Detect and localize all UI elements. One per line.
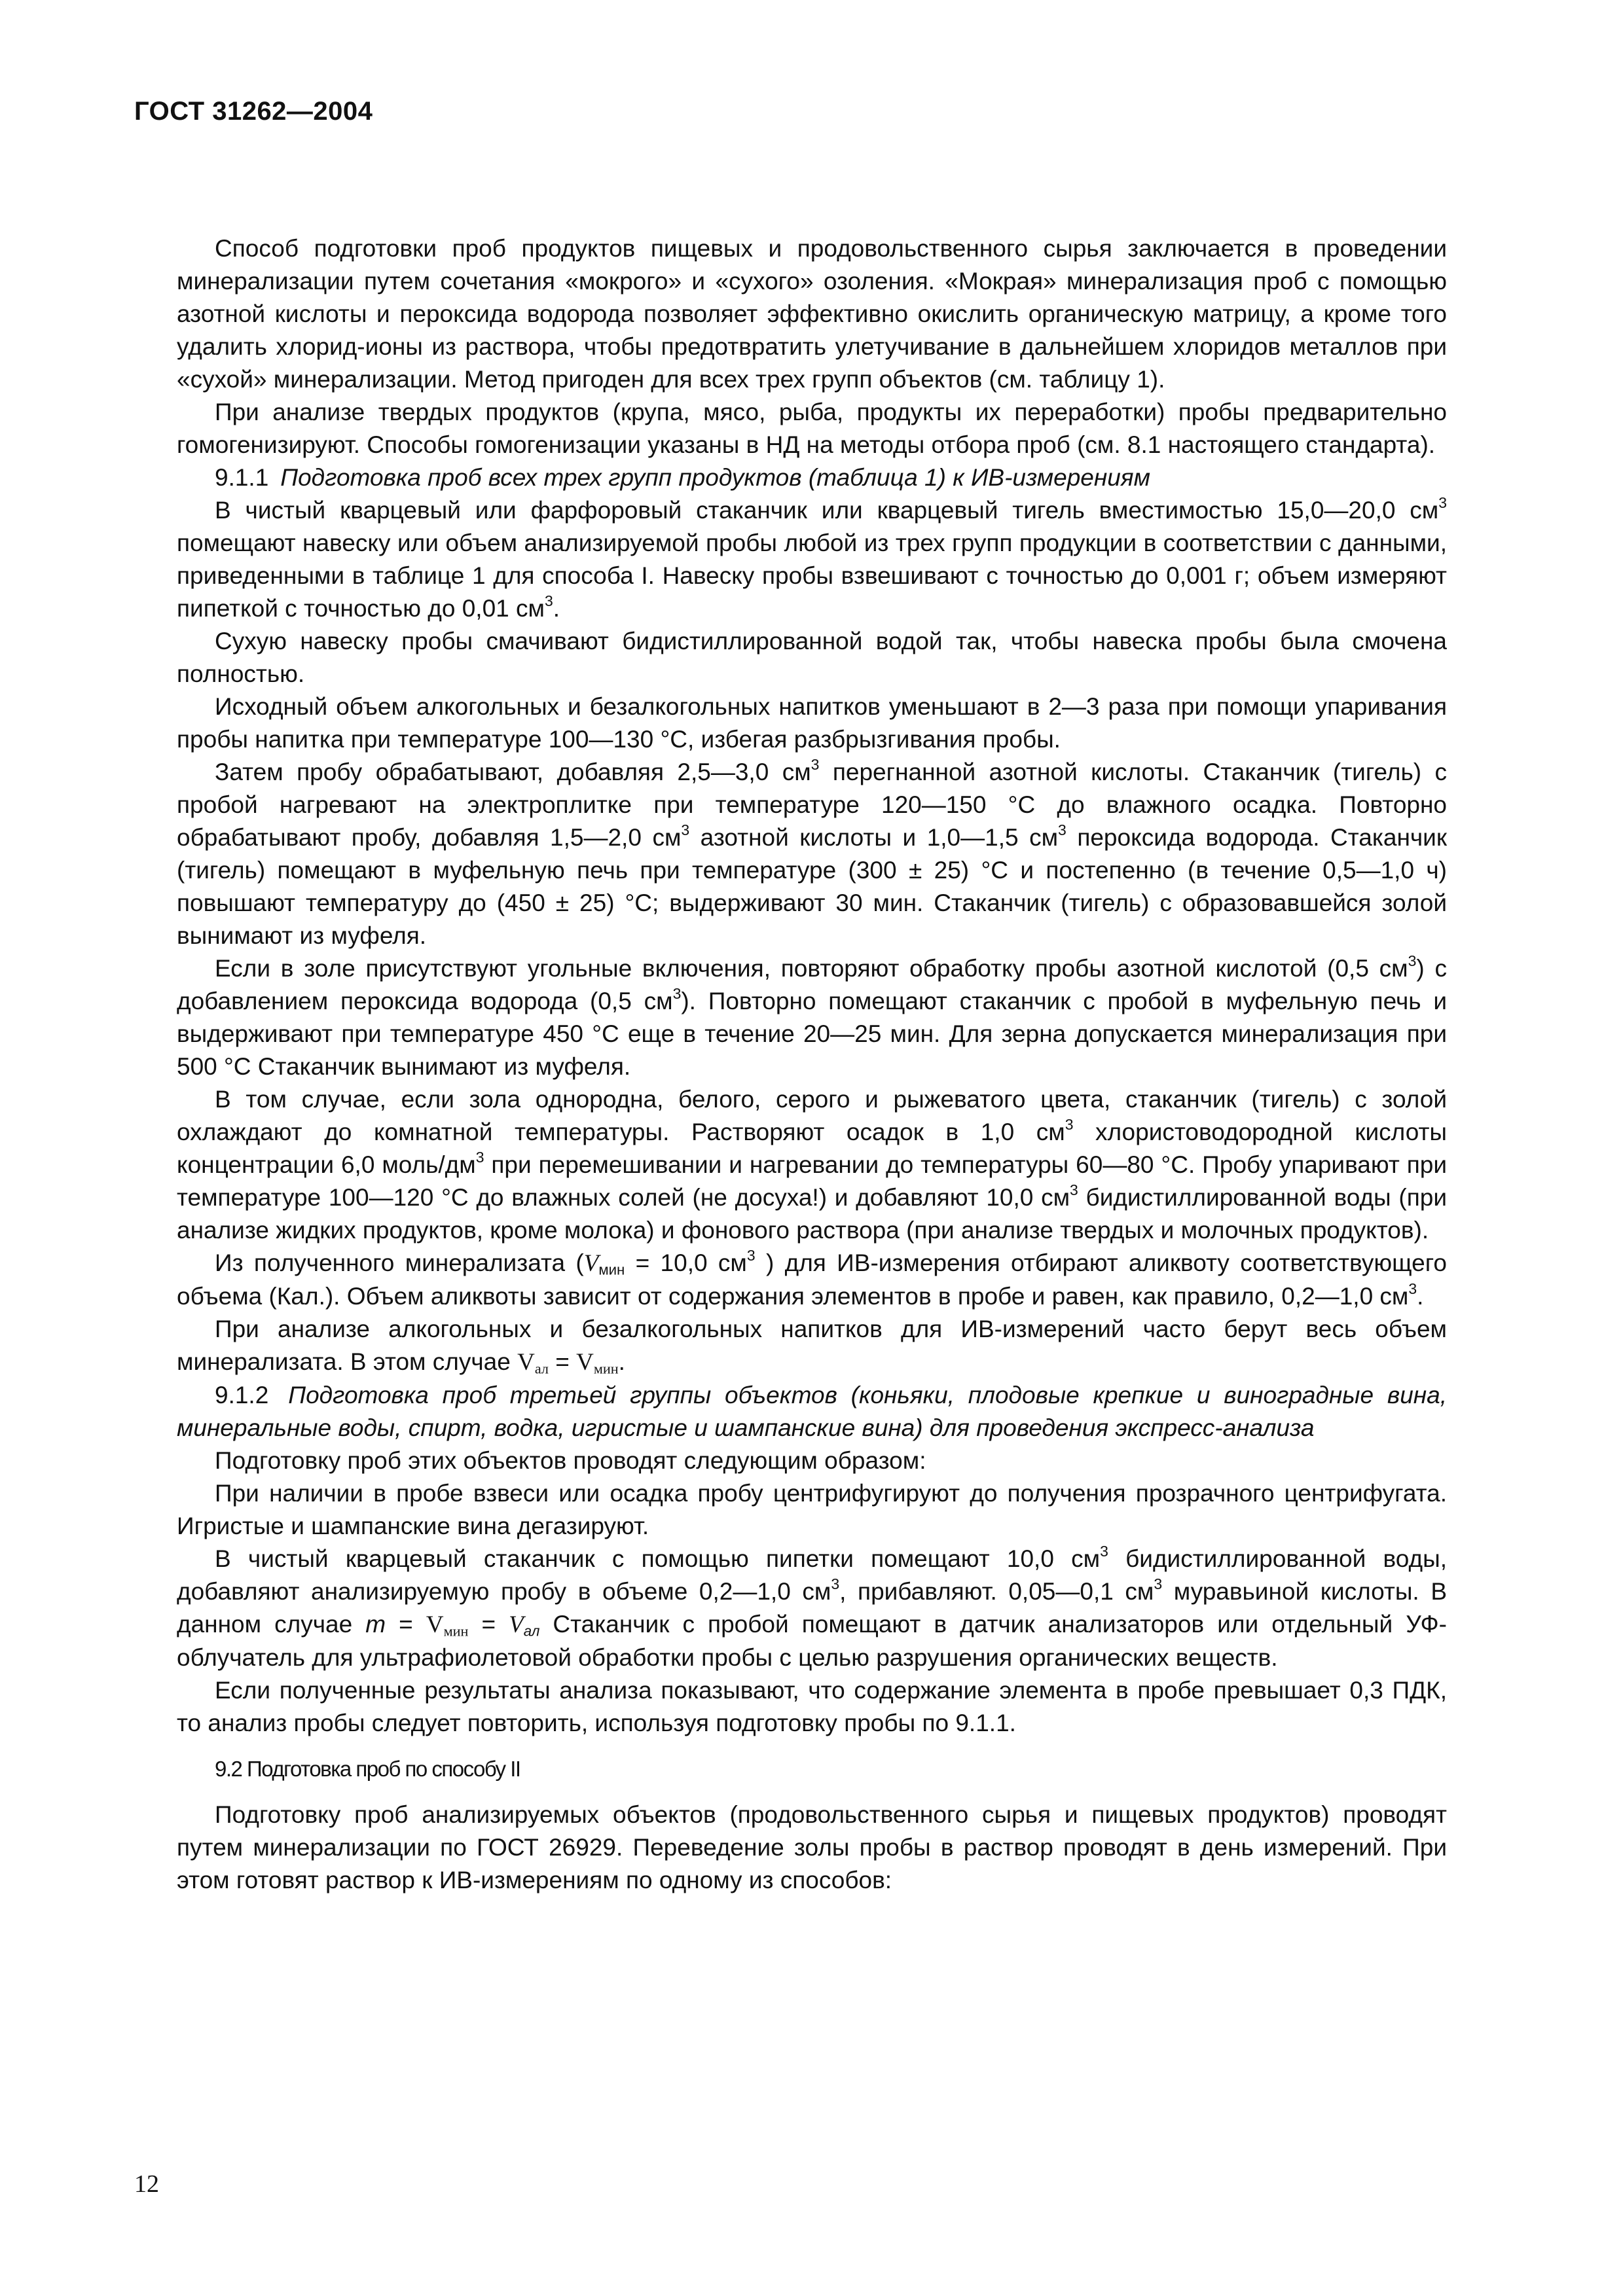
paragraph: Затем пробу обрабатывают, добавляя 2,5—3,0 $см^3$ перегнанной азотной кислоты. Стаканчик (тигель) с пробой нагревают на электроплитке при температуре 120—150 °С до влажного осадка. Повторно обрабатывают пробу, добавляя 1,5—2,0 $см^3$ азотной кислоты и 1,0—1,5 $см^3$ пероксида водорода. Стаканчик (тигель) помещают в муфельную печь при температуре (300 ± 25) °С и постепенно (в течение 0,5—1,0 ч) повышают температуру до (450 ± 25) °С; выдерживают 30 мин. Стаканчик (тигель) с образовавшейся золой вынимают из муфеля. <box>177 755 1448 949</box>
paragraph: Исходный объем алкогольных и безалкогольных напитков уменьшают в 2—3 раза при помощи упаривания пробы напитка при температуре 100—130 °С, избегая разбрызгивания пробы. <box>177 693 1447 753</box>
paragraph: При наличии в пробе взвеси или осадка пробу центрифугируют до получения прозрачного центрифугата. Игристые и шампанские вина дегазируют. <box>177 1480 1447 1539</box>
paragraph: В чистый кварцевый стаканчик с помощью пипетки помещают 10,0 $см^3$ бидистиллированной воды, добавляют анализируемую пробу в объеме 0,2—1,0 $см^3$, прибавляют. 0,05—0,1 $см^3$ муравьиной кислоты. В данном случае $m = V_{мин} = V_{ал}$ Стаканчик с пробой помещают в датчик анализаторов или отдельный УФ-облучатель для ультрафиолетовой обработки пробы с целью разрушения органических веществ. <box>177 1542 1448 1671</box>
section-heading-9-1-2: 9.1.2 Подготовка проб третьей группы объектов (коньяки, плодовые крепкие и виноградные вина, минеральные воды, спирт, водка, игристые и шампанские вина) для проведения экспресс-анализа <box>177 1382 1447 1441</box>
paragraph: Подготовку проб анализируемых объектов (продовольственного сырья и пищевых продуктов) проводят путем минерализации по ГОСТ 26929. Переведение золы пробы в раствор проводят в день измерений. При этом готовят раствор к ИВ-измерениям по одному из способов: <box>177 1801 1447 1893</box>
paragraph: В том случае, если зола однородна, белого, серого и рыжеватого цвета, стаканчик (тигель) с золой охлаждают до комнатной температуры. Растворяют осадок в 1,0 $см^3$ хлористоводородной кислоты концентрации 6,0 моль/$дм^3$ при перемешивании и нагревании до температуры 60—80 °С. Пробу упаривают при температуре 100—120 °С до влажных солей (не досуха!) и добавляют 10,0 $см^3$ бидистиллированной воды (при анализе жидких продуктов, кроме молока) и фонового раствора (при анализе твердых и молочных продуктов). <box>177 1086 1447 1244</box>
paragraph: При анализе твердых продуктов (крупа, мясо, рыба, продукты их переработки) пробы предварительно гомогенизируют. Способы гомогенизации указаны в НД на методы отбора проб (см. 8.1 настоящего стандарта). <box>177 399 1447 458</box>
paragraph: В чистый кварцевый или фарфоровый стаканчик или кварцевый тигель вместимостью 15,0—20,0 $см^3$ помещают навеску или объем анализируемой пробы любой из трех групп продукции в соответствии с данными, приведенными в таблице 1 для способа I. Навеску пробы взвешивают с точностью до 0,001 г; объем измеряют пипеткой с точностью до 0,01 $см^3$. <box>177 493 1447 622</box>
paragraph: Сухую навеску пробы смачивают бидистиллированной водой так, чтобы навеска пробы была смочена полностью. <box>177 628 1447 687</box>
section-heading-9-1-1: 9.1.1 Подготовка проб всех трех групп продуктов (таблица 1) к ИВ-измерениям <box>215 464 1150 491</box>
standard-header: ГОСТ 31262—2004 <box>134 97 373 126</box>
document-body <box>177 232 1447 1897</box>
paragraph: Способ подготовки проб продуктов пищевых и продовольственного сырья заключается в проведении минерализации путем сочетания «мокрого» и «сухого» озоления. «Мокрая» минерализация проб с помощью азотной кислоты и пероксида водорода позволяет эффективно окислить органическую матрицу, а кроме того удалить хлорид-ионы из раствора, чтобы предотвратить улетучивание в дальнейшем хлоридов металлов при «сухой» минерализации. Метод пригоден для всех трех групп объектов (см. таблицу 1). <box>177 235 1447 393</box>
paragraph: Подготовку проб этих объектов проводят следующим образом: <box>215 1447 926 1474</box>
page-number: 12 <box>134 2170 159 2198</box>
paragraph: Из полученного минерализата ($V_{мин} = 10,0$ $см^3$ ) для ИВ-измерения отбирают аликвоту соответствующего объема (Кал.). Объем аликвоты зависит от содержания элементов в пробе и равен, как правило, 0,2—1,0 $см^3$. <box>177 1246 1447 1310</box>
section-heading-9-2: 9.2 Подготовка проб по способу II <box>215 1757 520 1781</box>
paragraph: Если полученные результаты анализа показывают, что содержание элемента в пробе превышает 0,3 ПДК, то анализ пробы следует повторить, используя подготовку пробы по 9.1.1. <box>177 1677 1447 1736</box>
paragraph: При анализе алкогольных и безалкогольных напитков для ИВ-измерений часто берут весь объем минерализата. В этом случае $V_{ал} = V_{мин}$. <box>177 1316 1447 1377</box>
paragraph: Если в золе присутствуют угольные включения, повторяют обработку пробы азотной кислотой (0,5 $см^3$) с добавлением пероксида водорода (0,5 $см^3$). Повторно помещают стаканчик с пробой в муфельную печь и выдерживают при температуре 450 °С еще в течение 20—25 мин. Для зерна допускается минерализация при 500 °С Стаканчик вынимают из муфеля. <box>177 952 1447 1080</box>
